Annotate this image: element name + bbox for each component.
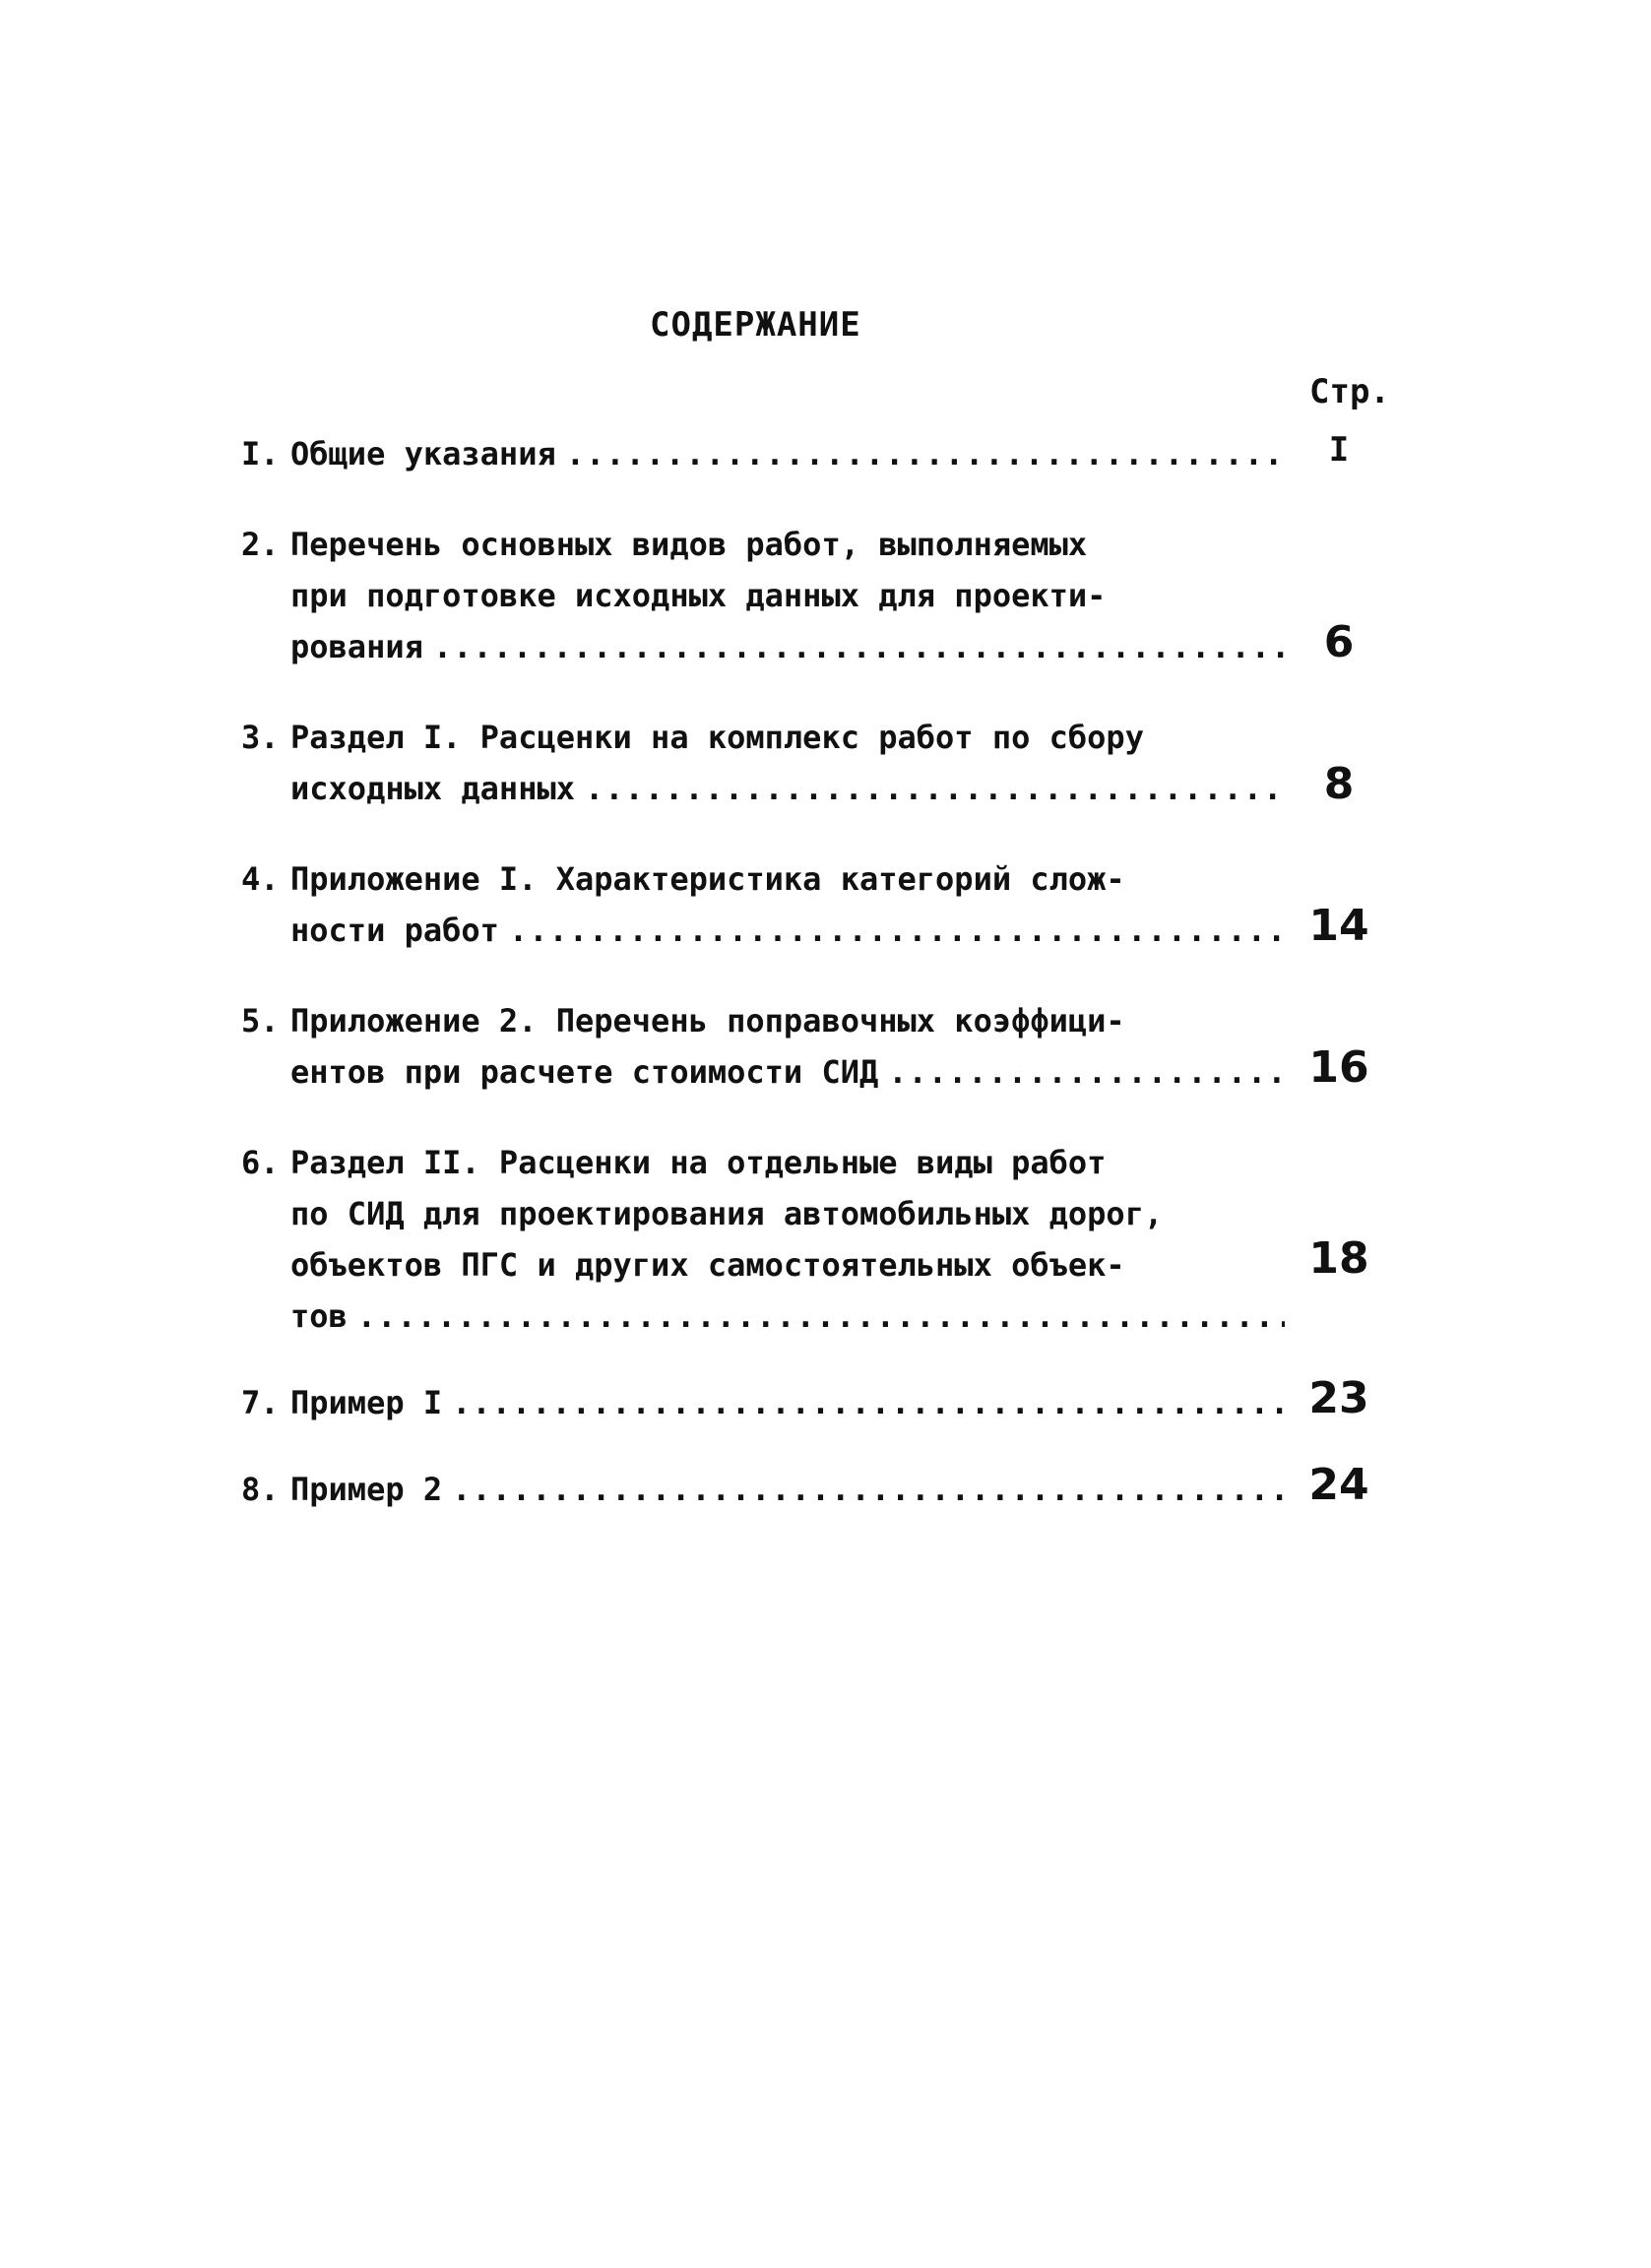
toc-entry-body	[241, 1377, 1285, 1428]
toc-entry-line	[241, 1046, 1285, 1098]
toc-entry-page: 14	[1308, 901, 1369, 951]
toc-entry-line	[241, 1291, 1285, 1342]
toc-entry-number: 5.	[241, 1002, 280, 1040]
dot-leader	[452, 1377, 1285, 1428]
dot-leader	[357, 1291, 1285, 1342]
toc-entry-line	[241, 1464, 1285, 1515]
toc-entry-page: 6	[1323, 617, 1355, 667]
toc-entry-text: по СИД для проектирования автомобильных дорог,	[290, 1195, 1164, 1232]
toc-entry-page: 24	[1308, 1460, 1369, 1510]
toc-entry-page: 16	[1308, 1042, 1369, 1093]
page-title: СОДЕРЖАНИЕ	[650, 305, 861, 345]
toc-entry-body	[241, 712, 1285, 814]
toc-entry-text: Общие указания	[290, 435, 556, 472]
dot-leader	[433, 621, 1285, 672]
toc-entry-page: 8	[1323, 759, 1355, 809]
page-column-header: Стр.	[1309, 372, 1390, 411]
toc-entry-body	[241, 1137, 1285, 1342]
toc-entry	[241, 1137, 1383, 1342]
toc-entry-text: Пример 2	[290, 1471, 443, 1508]
toc-entry	[241, 995, 1383, 1098]
toc-entry-number: 8.	[241, 1471, 280, 1508]
toc-entry-text: тов	[290, 1297, 348, 1335]
toc-entry-line	[241, 763, 1285, 814]
toc-entry-text: при подготовке исходных данных для проекти-	[290, 577, 1107, 614]
toc-entry-page: 23	[1308, 1373, 1369, 1423]
dot-leader	[566, 428, 1285, 479]
dot-leader	[452, 1464, 1285, 1515]
toc-entry-text: Приложение 2. Перечень поправочных коэффици-	[290, 1002, 1125, 1040]
toc-entry-text: Раздел II. Расценки на отдельные виды работ	[290, 1144, 1107, 1181]
toc-entry	[241, 428, 1383, 479]
toc-entry-text: ентов при расчете стоимости СИД	[290, 1053, 879, 1091]
dot-leader	[509, 905, 1285, 956]
toc-entry-page: 18	[1308, 1233, 1369, 1284]
toc-entry-number: 4.	[241, 860, 280, 898]
toc-entry	[241, 1460, 1383, 1515]
toc-entry	[241, 712, 1383, 814]
toc-entry	[241, 519, 1383, 672]
toc-entry-number: 3.	[241, 719, 280, 756]
toc-entry-body	[241, 1464, 1285, 1515]
toc-entry	[241, 853, 1383, 956]
toc-entry-number: I.	[241, 435, 280, 472]
toc-entry-text: Пример I	[290, 1384, 443, 1421]
toc-entry-number: 6.	[241, 1144, 280, 1181]
table-of-contents	[241, 428, 1383, 1515]
toc-entry-text: Приложение I. Характеристика категорий слож-	[290, 860, 1125, 898]
toc-entry-text: объектов ПГС и других самостоятельных объек-	[290, 1246, 1125, 1284]
toc-entry-text: рования	[290, 628, 423, 665]
toc-entry-page: I	[1328, 430, 1350, 470]
toc-entry-text: Раздел I. Расценки на комплекс работ по сбору	[290, 719, 1144, 756]
toc-entry-body	[241, 995, 1285, 1098]
toc-entry-number: 7.	[241, 1384, 280, 1421]
toc-entry-line	[241, 621, 1285, 672]
toc-entry-text: ности работ	[290, 912, 499, 949]
toc-entry	[241, 1373, 1383, 1428]
toc-entry-number: 2.	[241, 526, 280, 563]
dot-leader	[585, 763, 1285, 814]
toc-entry-line	[241, 428, 1285, 479]
toc-entry-body	[241, 853, 1285, 956]
toc-entry-body	[241, 428, 1285, 479]
dot-leader	[888, 1046, 1285, 1098]
toc-entry-line	[241, 1377, 1285, 1428]
toc-entry-body	[241, 519, 1285, 672]
toc-entry-text: исходных данных	[290, 770, 575, 807]
toc-entry-line	[241, 905, 1285, 956]
toc-entry-text: Перечень основных видов работ, выполняемых	[290, 526, 1088, 563]
